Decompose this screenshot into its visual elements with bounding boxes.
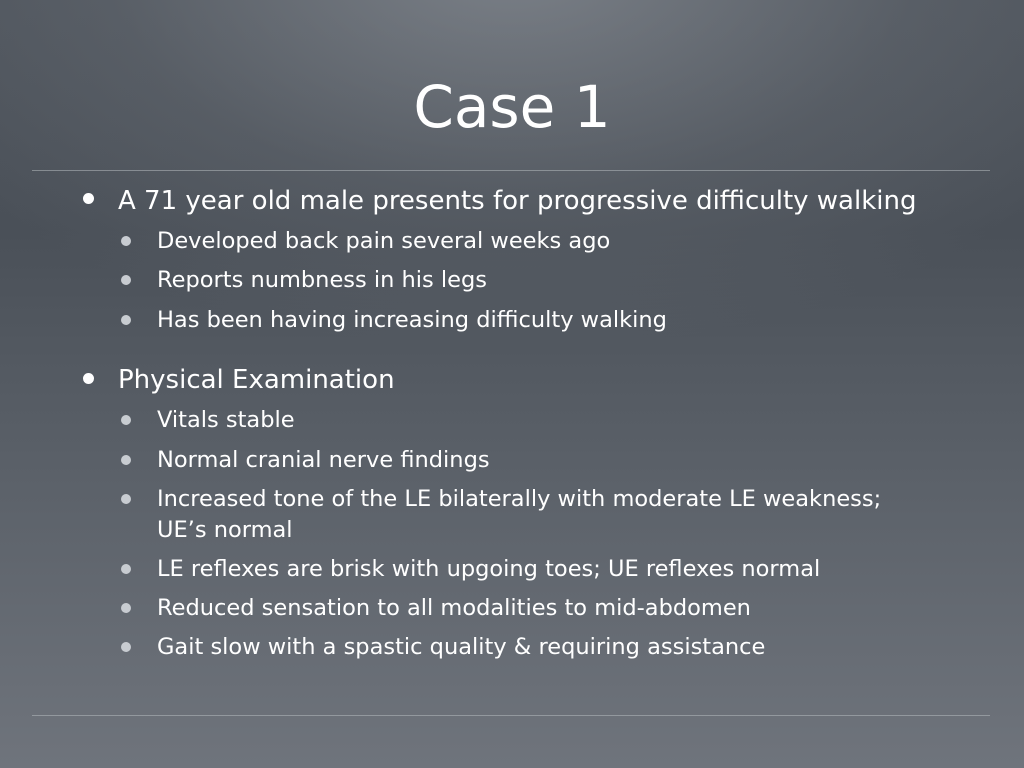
sub-bullet-item: Has been having increasing difficulty walking: [157, 307, 667, 333]
sub-bullet-icon: [121, 603, 131, 613]
sub-bullet-item-continuation: UE’s normal: [157, 517, 293, 543]
bullet-heading: A 71 year old male presents for progressive difficulty walking: [118, 186, 917, 216]
sub-bullet-item: Reports numbness in his legs: [157, 267, 488, 293]
sub-bullet-item: LE reflexes are brisk with upgoing toes; UE reflexes normal: [157, 556, 821, 582]
footer-divider: [32, 715, 990, 716]
sub-bullet-icon: [121, 236, 131, 246]
sub-bullet-item: Developed back pain several weeks ago: [157, 228, 611, 254]
slide-title: Case 1: [413, 73, 611, 141]
sub-bullet-item: Reduced sensation to all modalities to mid-abdomen: [157, 595, 751, 621]
sub-bullet-item: Vitals stable: [157, 407, 295, 433]
sub-bullet-item: Normal cranial nerve findings: [157, 447, 490, 473]
sub-bullet-icon: [121, 275, 131, 285]
sub-bullet-icon: [121, 315, 131, 325]
sub-bullet-icon: [121, 642, 131, 652]
sub-bullet-item: Gait slow with a spastic quality & requiring assistance: [157, 634, 766, 660]
sub-bullet-item: Increased tone of the LE bilaterally with moderate LE weakness;: [157, 486, 882, 512]
sub-bullet-icon: [121, 564, 131, 574]
bullet-icon: [83, 193, 94, 204]
bullet-heading: Physical Examination: [118, 365, 395, 395]
sub-bullet-icon: [121, 415, 131, 425]
sub-bullet-icon: [121, 455, 131, 465]
bullet-icon: [83, 373, 94, 384]
sub-bullet-icon: [121, 494, 131, 504]
